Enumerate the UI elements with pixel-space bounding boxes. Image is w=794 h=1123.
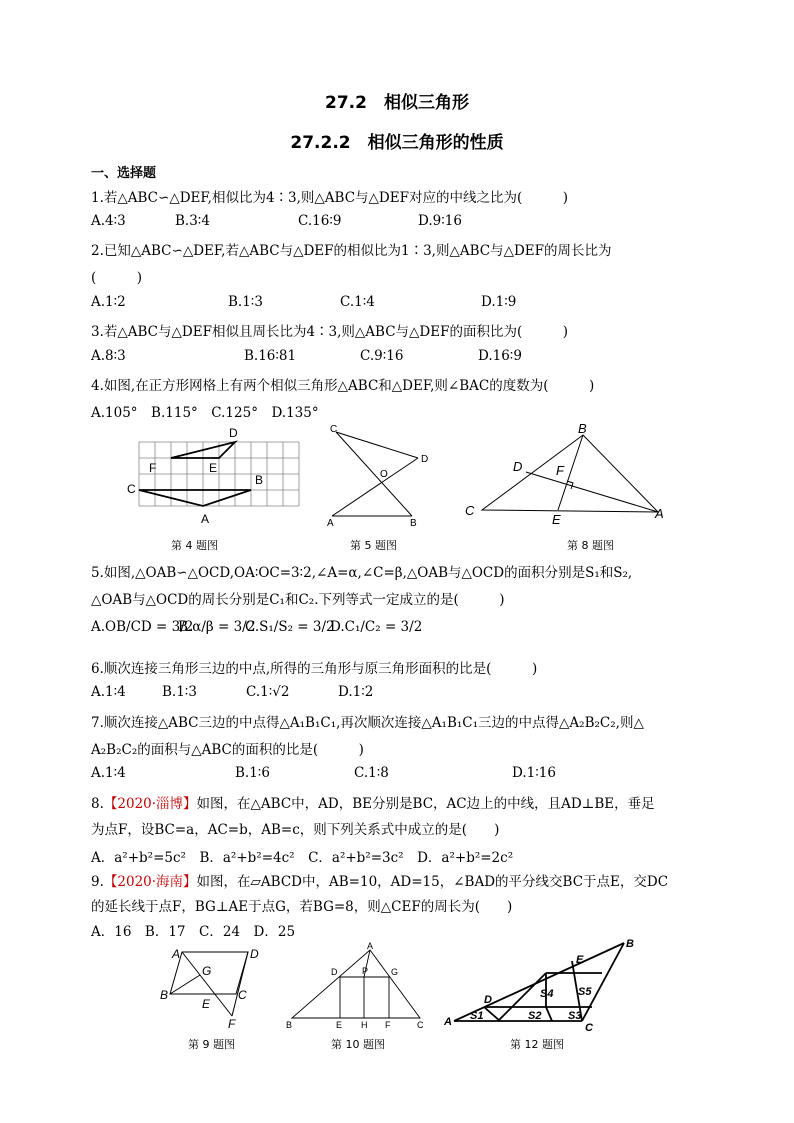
q8-stem [91, 792, 655, 812]
q9-number: 9. [91, 874, 104, 890]
figure-10-caption: 第 10 题图 [331, 1038, 385, 1051]
q2-stem: 2.已知△ABC∽△DEF,若△ABC与△DEF的相似比为1∶3,则△ABC与△DEF的周长比为 [91, 243, 612, 259]
fig10-label-a: A [367, 941, 374, 951]
fig10-label-f: F [385, 1020, 391, 1030]
q5-option-a: A.OB/CD = 3/2 [91, 619, 194, 635]
q1-option-d: D.9∶16 [418, 213, 462, 229]
fig4-label-b: B [255, 473, 264, 487]
q8-options: A．a²+b²=5c² B．a²+b²=4c² C．a²+b²=3c² D．a²+b²=2c² [91, 850, 514, 866]
q6-option-c: C.1∶√2 [246, 684, 290, 700]
fig4-label-c: C [127, 482, 136, 496]
fig4-label-d: D [229, 426, 238, 440]
figure-12 [442, 935, 647, 1033]
q9-stem-cont: 的延长线于点F，BG⊥AE于点G，若BG=8，则△CEF的周长为( ) [91, 899, 513, 915]
q1-option-b: B.3∶4 [175, 213, 210, 229]
q8-stem-cont: 为点F，设BC=a，AC=b，AB=c，则下列关系式中成立的是( ) [91, 822, 500, 838]
figure-9 [158, 942, 268, 1034]
q5-stem: 5.如图,△OAB∽△OCD,OA∶OC=3∶2,∠A=α,∠C=β,△OAB与△OCD的面积分别是S₁和S₂, [91, 565, 633, 581]
fig12-label-d: D [484, 994, 492, 1006]
fig12-label-s4: S4 [540, 988, 554, 1000]
fig4-label-f: F [149, 461, 157, 475]
figure-8-caption: 第 8 题图 [567, 539, 614, 552]
q1-option-c: C.16∶9 [298, 213, 342, 229]
figure-4-grid [125, 422, 305, 530]
q4-stem: 4.如图,在正方形网格上有两个相似三角形△ABC和△DEF,则∠BAC的度数为( ) [91, 378, 595, 394]
fig12-label-s1: S1 [470, 1010, 484, 1022]
fig5-label-a: A [327, 518, 334, 529]
q7-option-c: C.1∶8 [354, 765, 389, 781]
fig9-label-g: G [202, 964, 212, 978]
fig9-label-f: F [228, 1017, 236, 1031]
fig4-label-a: A [201, 512, 210, 526]
fig9-label-c: C [238, 988, 247, 1002]
page-title: 27.2 相似三角形 [325, 93, 469, 113]
fig5-label-b: B [410, 518, 417, 529]
q9-stem-text: 如图，在▱ABCD中，AB=10，AD=15，∠BAD的平分线交BC于点E，交DC [196, 874, 669, 890]
q8-source-tag: 【2020·淄博】 [103, 796, 197, 812]
figure-8 [458, 420, 678, 530]
q6-stem: 6.顺次连接三角形三边的中点,所得的三角形与原三角形面积的比是( ) [91, 661, 538, 677]
fig8-label-b: B [578, 421, 587, 436]
fig8-label-d: D [513, 459, 523, 474]
fig12-label-a: A [444, 1016, 452, 1028]
q3-option-b: B.16∶81 [244, 348, 297, 364]
fig12-label-s2: S2 [528, 1010, 542, 1022]
q9-stem [91, 870, 668, 890]
q9-source-tag: 【2020·海南】 [103, 874, 197, 890]
figure-4-caption: 第 4 题图 [171, 539, 218, 552]
fig5-label-c: C [330, 424, 338, 435]
triangle-abc [139, 490, 251, 506]
q3-option-d: D.16∶9 [478, 348, 522, 364]
q3-option-a: A.8∶3 [91, 348, 126, 364]
q5-option-b: B.α/β = 3/2 [178, 619, 256, 635]
section-heading: 一、选择题 [91, 166, 157, 181]
q7-option-d: D.1∶16 [512, 765, 556, 781]
fig8-label-f: F [556, 463, 564, 478]
q5-stem-cont: △OAB与△OCD的周长分别是C₁和C₂.下列等式一定成立的是( ) [91, 592, 505, 608]
q6-option-d: D.1∶2 [338, 684, 374, 700]
fig10-label-b: B [286, 1020, 293, 1030]
page-subtitle: 27.2.2 相似三角形的性质 [290, 133, 504, 153]
fig12-label-c: C [585, 1022, 593, 1033]
fig12-label-b: B [626, 938, 634, 950]
fig8-label-a: A [655, 506, 664, 521]
fig5-label-o: O [380, 469, 388, 480]
fig12-label-e: E [576, 954, 584, 966]
figure-5 [322, 422, 432, 530]
q7-option-b: B.1∶6 [235, 765, 270, 781]
q3-option-c: C.9∶16 [360, 348, 404, 364]
q4-options: A.105° B.115° C.125° D.135° [91, 405, 319, 421]
figure-9-caption: 第 9 题图 [188, 1038, 235, 1051]
q2-stem-cont: ( ) [91, 270, 143, 286]
fig9-label-a: A [172, 947, 181, 961]
q3-stem: 3.若△ABC与△DEF相似且周长比为4∶3,则△ABC与△DEF的面积比为( ) [91, 324, 569, 340]
fig12-label-s5: S5 [578, 986, 592, 998]
q2-option-a: A.1∶2 [91, 294, 126, 310]
q6-option-a: A.1∶4 [91, 684, 126, 700]
figure-10 [282, 940, 432, 1032]
fig9-label-e: E [202, 997, 211, 1011]
q9-options: A．16 B．17 C．24 D．25 [91, 924, 296, 940]
fig8-label-e: E [552, 512, 561, 527]
figure-5-caption: 第 5 题图 [350, 539, 397, 552]
fig12-label-s3: S3 [568, 1010, 582, 1022]
q1-option-a: A.4∶3 [91, 213, 126, 229]
fig10-label-d: D [331, 967, 338, 977]
fig10-label-g: G [391, 967, 399, 977]
q6-option-b: B.1∶3 [162, 684, 197, 700]
q2-option-b: B.1∶3 [228, 294, 263, 310]
figure-12-caption: 第 12 题图 [510, 1038, 564, 1051]
q8-number: 8. [91, 796, 104, 812]
q7-stem-cont: A₂B₂C₂的面积与△ABC的面积的比是( ) [91, 742, 364, 758]
fig4-label-e: E [209, 461, 218, 475]
fig10-label-e: E [336, 1020, 343, 1030]
q5-option-c: C.S₁/S₂ = 3/2 [245, 619, 335, 635]
fig10-label-h: H [361, 1020, 368, 1030]
fig5-label-d: D [421, 454, 429, 465]
q2-option-d: D.1∶9 [481, 294, 517, 310]
fig9-label-d: D [250, 947, 259, 961]
q1-stem: 1.若△ABC∽△DEF,相似比为4∶3,则△ABC与△DEF对应的中线之比为( ) [91, 190, 569, 206]
fig10-label-c: C [417, 1020, 424, 1030]
fig9-label-b: B [160, 988, 169, 1002]
q5-option-d: D.C₁/C₂ = 3/2 [330, 619, 423, 635]
fig8-label-c: C [465, 503, 475, 518]
q7-option-a: A.1∶4 [91, 765, 126, 781]
q8-stem-text: 如图，在△ABC中，AD，BE分别是BC，AC边上的中线，且AD⊥BE，垂足 [196, 796, 655, 812]
q2-option-c: C.1∶4 [340, 294, 375, 310]
fig10-label-p: P [362, 966, 369, 976]
q7-stem: 7.顺次连接△ABC三边的中点得△A₁B₁C₁,再次顺次连接△A₁B₁C₁三边的中点得△A₂B₂C₂,则△ [91, 715, 644, 731]
